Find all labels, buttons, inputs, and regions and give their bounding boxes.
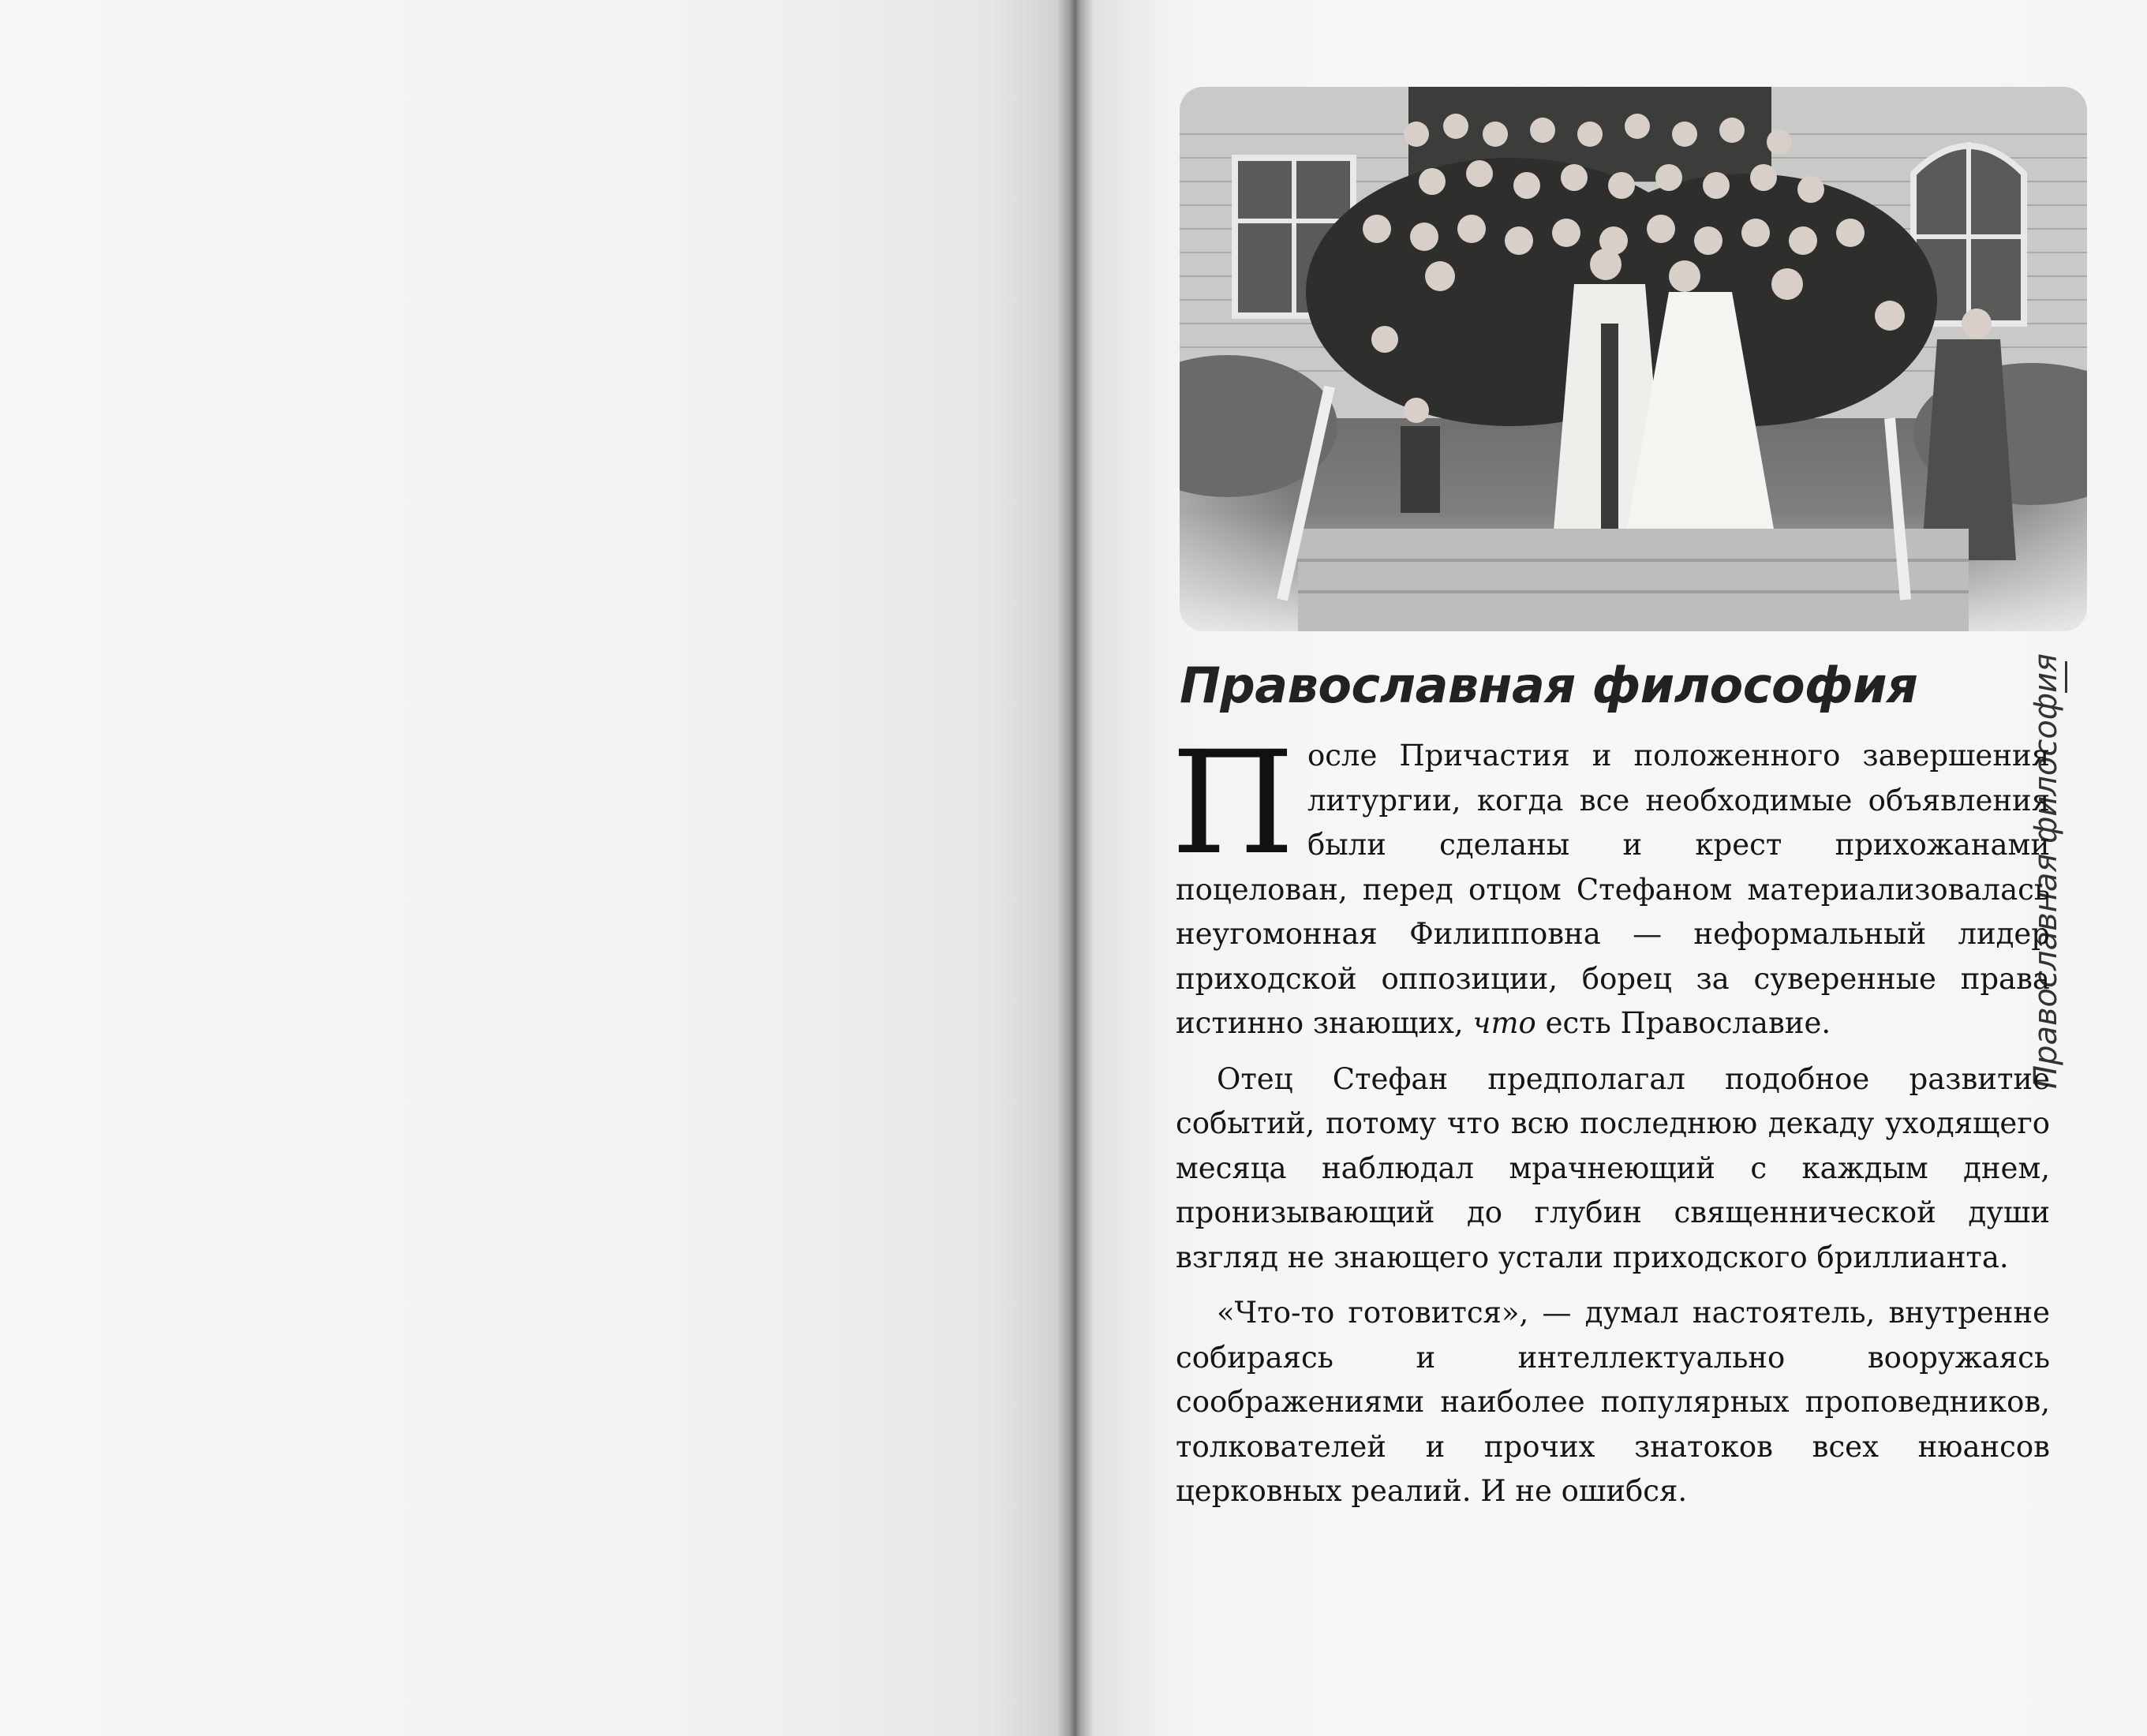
drop-cap: П xyxy=(1171,721,1295,886)
paragraph-2: Отец Стефан предполагал подобное развитие событий, потому что всю последнюю декаду уходящего месяца наблюдал мрачнеющий с каждым днем, пронизывающий до глубин священнической души взгляд не знающего устали приходского бриллианта. xyxy=(1176,1061,2050,1274)
running-head: Православная философия xyxy=(2028,653,2064,1089)
photo-illustration xyxy=(1180,87,2087,631)
wedding-group-photo-icon xyxy=(1180,87,2087,631)
paragraph-1-text: осле Причастия и положенного завершения литургии, когда все необходимые объявления были сделаны и крест прихожанами поцелован, перед отцом Стефаном материализовалась неугомонная Филипповна — неформальный лидер приходской оппозиции, борец за суверенные права истинно знающих, xyxy=(1176,739,2050,1040)
paragraph-1-emphasis: что xyxy=(1472,1006,1536,1040)
running-head-rule xyxy=(2065,661,2067,693)
paragraph-1-end: есть Православие. xyxy=(1535,1006,1831,1040)
paragraph-1 xyxy=(1171,721,2050,1046)
chapter-title: Православная философия xyxy=(1180,657,1918,714)
book-gutter xyxy=(1057,0,1093,1736)
paragraph-3: «Что-то готовится», — думал настоятель, внутренне собираясь и интеллектуально вооружаясь соображениями наиболее популярных проповедников, толкователей и прочих знатоков всех нюансов церковных реалий. И не ошибся. xyxy=(1176,1296,2050,1508)
left-page xyxy=(0,0,1065,1736)
